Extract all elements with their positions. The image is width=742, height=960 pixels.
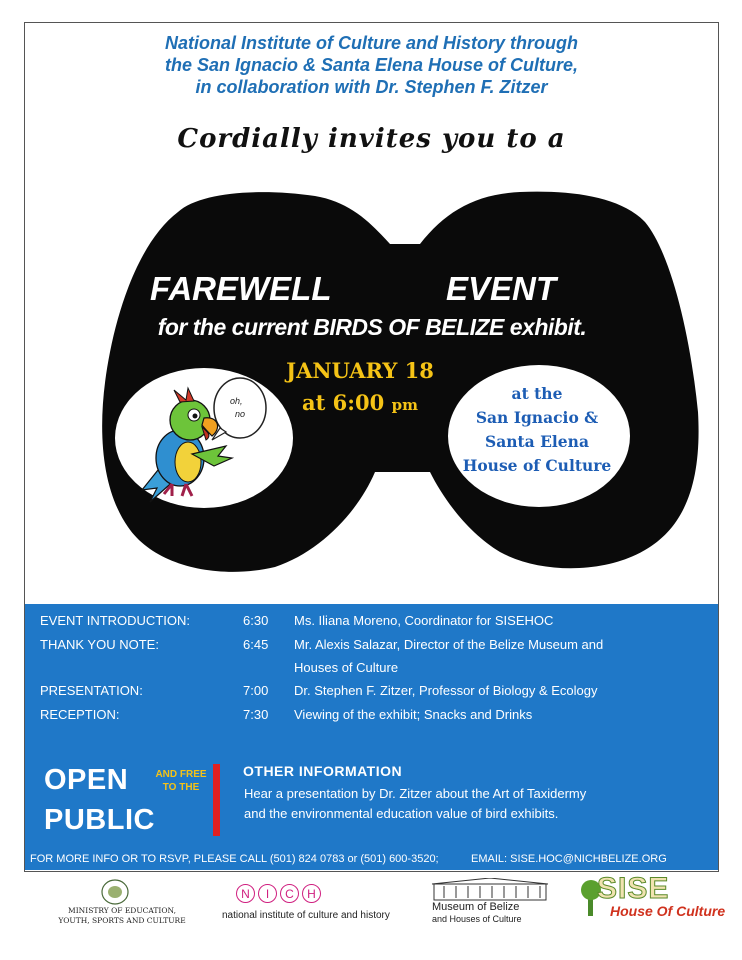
schedule-label: EVENT INTRODUCTION:: [40, 613, 190, 628]
event-time-suffix: pm: [391, 396, 418, 414]
schedule-time: 6:30: [243, 613, 269, 628]
nich-letter: H: [302, 884, 321, 903]
event-time-value: at 6:00: [302, 390, 385, 415]
venue-line-4: House of Culture: [462, 456, 612, 475]
other-info-title: OTHER INFORMATION: [243, 763, 403, 779]
speech-text-1: oh,: [230, 396, 243, 406]
venue-line-1: at the: [511, 384, 563, 403]
schedule-desc: Viewing of the exhibit; Snacks and Drinks: [294, 707, 533, 722]
contact-phone: FOR MORE INFO OR TO RSVP, PLEASE CALL (501) 824 0783 or (501) 600-3520;: [30, 853, 439, 865]
and-free-line-1: AND FREE: [155, 769, 207, 780]
museum-subtitle: and Houses of Culture: [432, 914, 522, 924]
schedule-desc: Houses of Culture: [294, 660, 399, 675]
open-word: OPEN: [44, 764, 129, 796]
venue: [442, 382, 632, 478]
schedule-label: THANK YOU NOTE:: [40, 637, 159, 652]
speech-text-2: no: [235, 409, 246, 419]
schedule-time: 7:30: [243, 707, 269, 722]
invite-line: Cordially invites you to a: [177, 124, 566, 154]
event-word-event: EVENT: [446, 270, 557, 307]
event-date: JANUARY 18: [286, 358, 434, 383]
other-info-line-2: and the environmental education value of bird exhibits.: [244, 806, 559, 821]
schedule-label: PRESENTATION:: [40, 683, 143, 698]
schedule-desc: Dr. Stephen F. Zitzer, Professor of Biology & Ecology: [294, 683, 598, 698]
schedule-time: 7:00: [243, 683, 269, 698]
contact-email: EMAIL: SISE.HOC@NICHBELIZE.ORG: [471, 853, 667, 865]
other-info-line-1: Hear a presentation by Dr. Zitzer about the Art of Taxidermy: [244, 786, 587, 801]
venue-line-3: Santa Elena: [485, 432, 589, 451]
venue-line-2: San Ignacio &: [475, 408, 599, 427]
nich-tagline: national institute of culture and history: [222, 910, 390, 921]
museum-name: Museum of Belize: [432, 901, 520, 913]
ministry-seal-icon: [100, 878, 130, 906]
parrot-illustration: [122, 370, 292, 510]
header: [30, 32, 713, 98]
and-free-line-2: TO THE: [162, 782, 200, 793]
sise-subtitle: House Of Culture: [610, 903, 726, 919]
schedule-desc: Ms. Iliana Moreno, Coordinator for SISEHOC: [294, 613, 554, 628]
ministry-logo-text: [42, 906, 202, 926]
nich-letter: C: [280, 884, 299, 903]
nich-letter: N: [236, 884, 255, 903]
schedule-time: 6:45: [243, 637, 269, 652]
event-word-farewell: FAREWELL: [150, 270, 332, 307]
red-divider: [213, 764, 220, 836]
header-line-2: the San Ignacio & Santa Elena House of Culture,: [164, 55, 579, 75]
sise-logo: SISE: [597, 872, 670, 905]
museum-building-icon: [430, 878, 550, 902]
parrot-belly: [175, 442, 201, 482]
header-line-1: National Institute of Culture and History through: [165, 33, 578, 53]
schedule-desc: Mr. Alexis Salazar, Director of the Belize Museum and: [294, 637, 604, 652]
ministry-line-1: MINISTRY OF EDUCATION,: [68, 906, 176, 915]
event-subtitle: for the current BIRDS OF BELIZE exhibit.: [157, 314, 587, 340]
nich-letter: I: [258, 884, 277, 903]
ministry-line-2: YOUTH, SPORTS AND CULTURE: [58, 916, 186, 925]
schedule-label: RECEPTION:: [40, 707, 120, 722]
header-line-3: in collaboration with Dr. Stephen F. Zitzer: [195, 77, 548, 97]
and-free-label: [150, 768, 212, 794]
public-word: PUBLIC: [44, 804, 155, 836]
